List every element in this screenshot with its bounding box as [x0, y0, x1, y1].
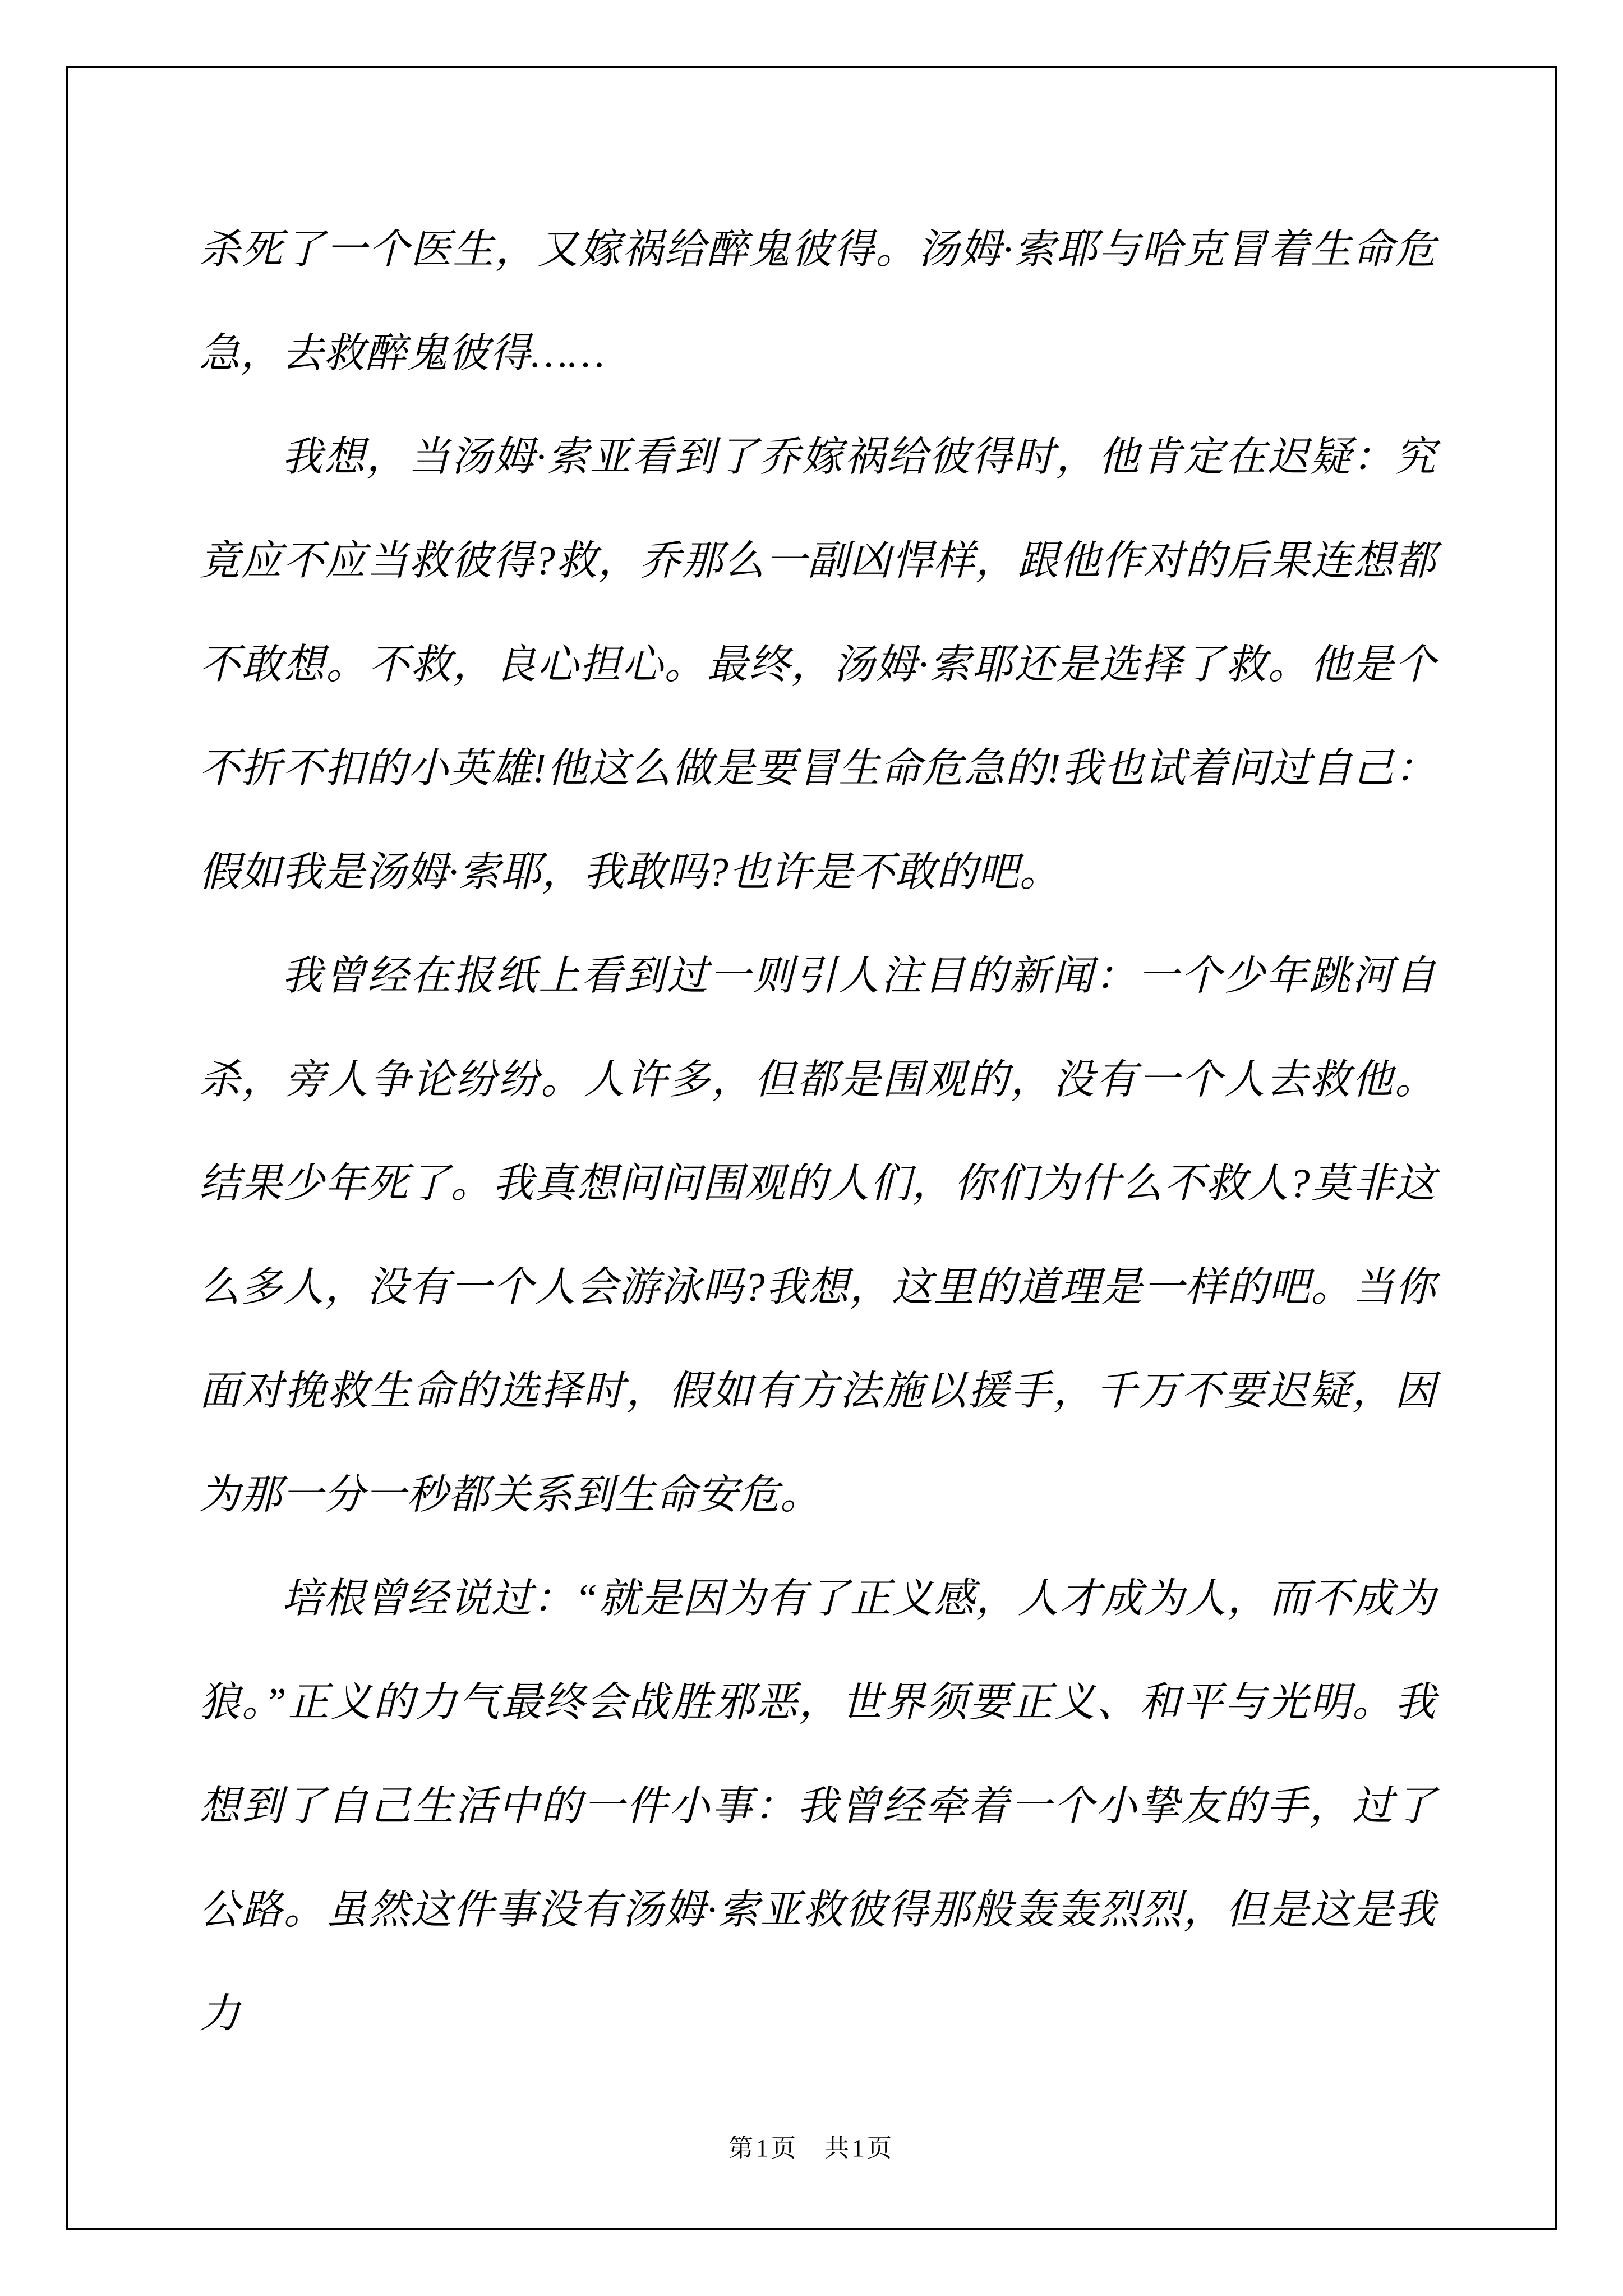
current-page-label: 第1页 [728, 2134, 799, 2162]
page-footer [0, 2133, 1623, 2164]
total-pages-label: 共1页 [824, 2134, 895, 2162]
body-paragraph: 我想，当汤姆·索亚看到了乔嫁祸给彼得时，他肯定在迟疑：究竟应不应当救彼得?救，乔那么一副凶悍样，跟他作对的后果连想都不敢想。不救，良心担心。最终，汤姆·索耶还是选择了救。他是个不折不扣的小英雄!他这么做是要冒生命危急的!我也试着问过自己：假如我是汤姆·索耶，我敢吗?也许是不敢的吧。 [199, 434, 1436, 895]
body-paragraph: 我曾经在报纸上看到过一则引人注目的新闻：一个少年跳河自杀，旁人争论纷纷。人许多，但都是围观的，没有一个人去救他。结果少年死了。我真想问问围观的人们，你们为什么不救人?莫非这么多人，没有一个人会游泳吗?我想，这里的道理是一样的吧。当你面对挽救生命的选择时，假如有方法施以援手，千万不要迟疑，因为那一分一秒都关系到生命安危。 [199, 953, 1436, 1517]
body-paragraph: 培根曾经说过：“就是因为有了正义感，人才成为人，而不成为狼。”正义的力气最终会战胜邪恶，世界须要正义、和平与光明。我想到了自己生活中的一件小事：我曾经牵着一个小挚友的手，过了公路。虽然这件事没有汤姆·索亚救彼得那般轰轰烈烈，但是这是我力 [199, 1576, 1436, 2036]
body-paragraph: 杀死了一个医生，又嫁祸给醉鬼彼得。汤姆·索耶与哈克冒着生命危急，去救醉鬼彼得…… [199, 227, 1436, 376]
document-body [199, 197, 1436, 2065]
